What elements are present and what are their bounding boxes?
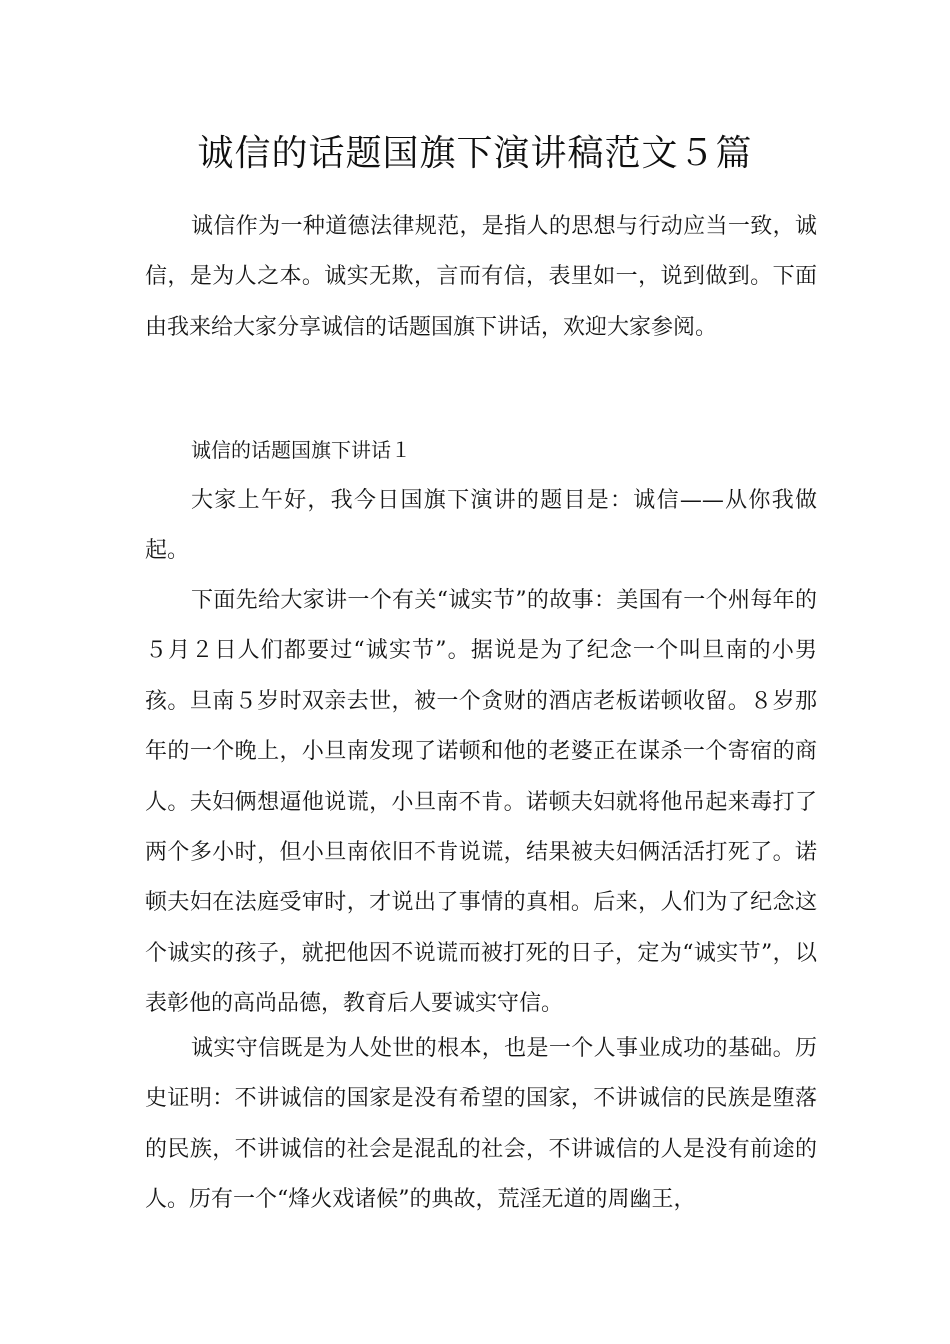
section-heading: 诚信的话题国旗下讲话１ [191, 438, 411, 462]
body-paragraph-greeting: 大家上午好，我今日国旗下演讲的题目是：诚信——从你我做起。 [145, 488, 817, 564]
intro-paragraph: 诚信作为一种道德法律规范，是指人的思想与行动应当一致，诚信，是为人之本。诚实无欺，言而有信，表里如一，说到做到。下面由我来给大家分享诚信的话题国旗下讲话，欢迎大家参阅。 [145, 214, 817, 340]
body-paragraph-story: 下面先给大家讲一个有关“诚实节”的故事：美国有一个州每年的５月２日人们都要过“诚实节”。据说是为了纪念一个叫旦南的小男孩。旦南５岁时双亲去世，被一个贪财的酒店老板诺顿收留。８岁那年的一个晚上，小旦南发现了诺顿和他的老婆正在谋杀一个寄宿的商人。夫妇俩想逼他说谎，小旦南不肯。诺顿夫妇就将他吊起来毒打了两个多小时，但小旦南依旧不肯说谎，结果被夫妇俩活活打死了。诺顿夫妇在法庭受审时，才说出了事情的真相。后来，人们为了纪念这个诚实的孩子，就把他因不说谎而被打死的日子，定为“诚实节”，以表彰他的高尚品德，教育后人要诚实守信。 [145, 588, 817, 1017]
document-title: 诚信的话题国旗下演讲稿范文５篇 [197, 133, 753, 174]
body-paragraph-history: 诚实守信既是为人处世的根本，也是一个人事业成功的基础。历史证明：不讲诚信的国家是没有希望的国家，不讲诚信的民族是堕落的民族，不讲诚信的社会是混乱的社会，不讲诚信的人是没有前途的人。历有一个“烽火戏诸候”的典故，荒淫无道的周幽王， [145, 1036, 817, 1213]
